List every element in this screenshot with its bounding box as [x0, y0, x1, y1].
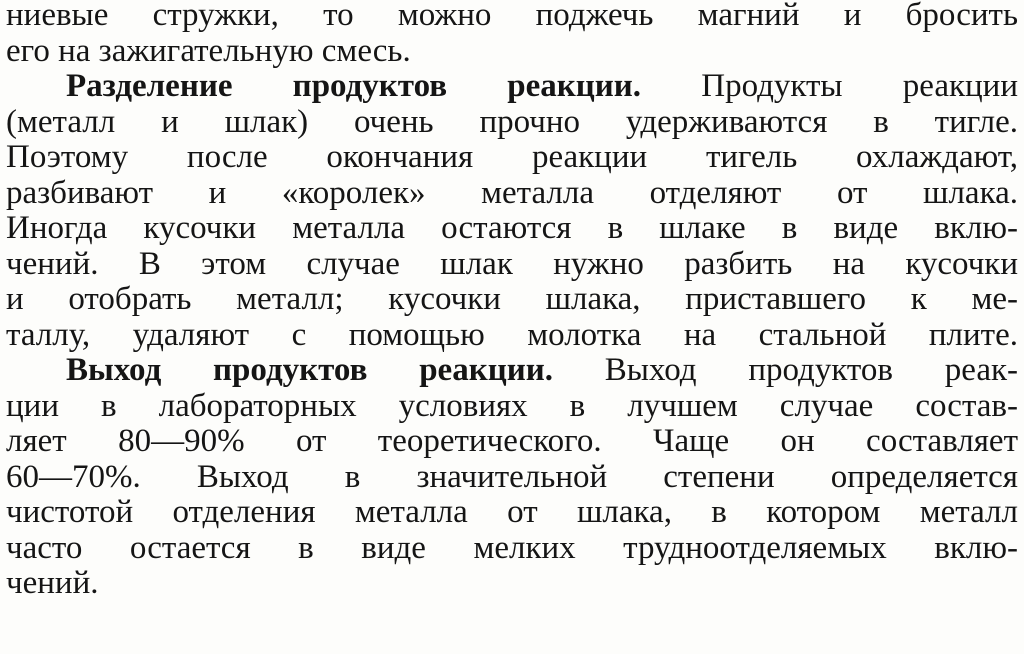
text-line: его на зажигательную смесь.	[6, 32, 411, 69]
section-heading-yield: Выход продуктов реакции.	[66, 352, 554, 388]
text-run: Продукты реакции	[641, 68, 1018, 104]
text-line: чений. В этом случае шлак нужно разбить на кусочки	[6, 245, 1018, 282]
section-heading-line	[6, 69, 1018, 105]
text-line: Поэтому после окончания реакции тигель охлаждают,	[6, 139, 1018, 175]
text-line: ниевые стружки, то можно поджечь магний и бросить	[6, 0, 1018, 33]
text-line: Иногда кусочки металла остаются в шлаке в виде вклю-	[6, 210, 1018, 246]
section-heading-separation: Разделение продуктов реакции.	[66, 68, 642, 104]
text-line: 60—70%. Выход в значительной степени определяется	[6, 458, 1018, 495]
text-line: таллу, удаляют с помощью молотка на стальной плите.	[6, 316, 1018, 353]
text-line: чистотой отделения металла от шлака, в котором металл	[6, 494, 1018, 530]
text-line: (металл и шлак) очень прочно удерживаются в тигле.	[6, 103, 1018, 140]
text-run: Выход продуктов реак-	[553, 352, 1018, 388]
section-heading-line	[6, 353, 1018, 389]
text-line: разбивают и «королек» металла отделяют от шлака.	[6, 174, 1018, 211]
body-text	[6, 0, 1018, 602]
text-line: и отобрать металл; кусочки шлака, приставшего к ме-	[6, 281, 1018, 317]
text-line: часто остается в виде мелких трудноотделяемых вклю-	[6, 529, 1018, 566]
text-line: ляет 80—90% от теоретического. Чаще он составляет	[6, 423, 1018, 459]
text-line: ции в лабораторных условиях в лучшем случае состав-	[6, 387, 1018, 424]
text-line: чений.	[6, 565, 99, 601]
